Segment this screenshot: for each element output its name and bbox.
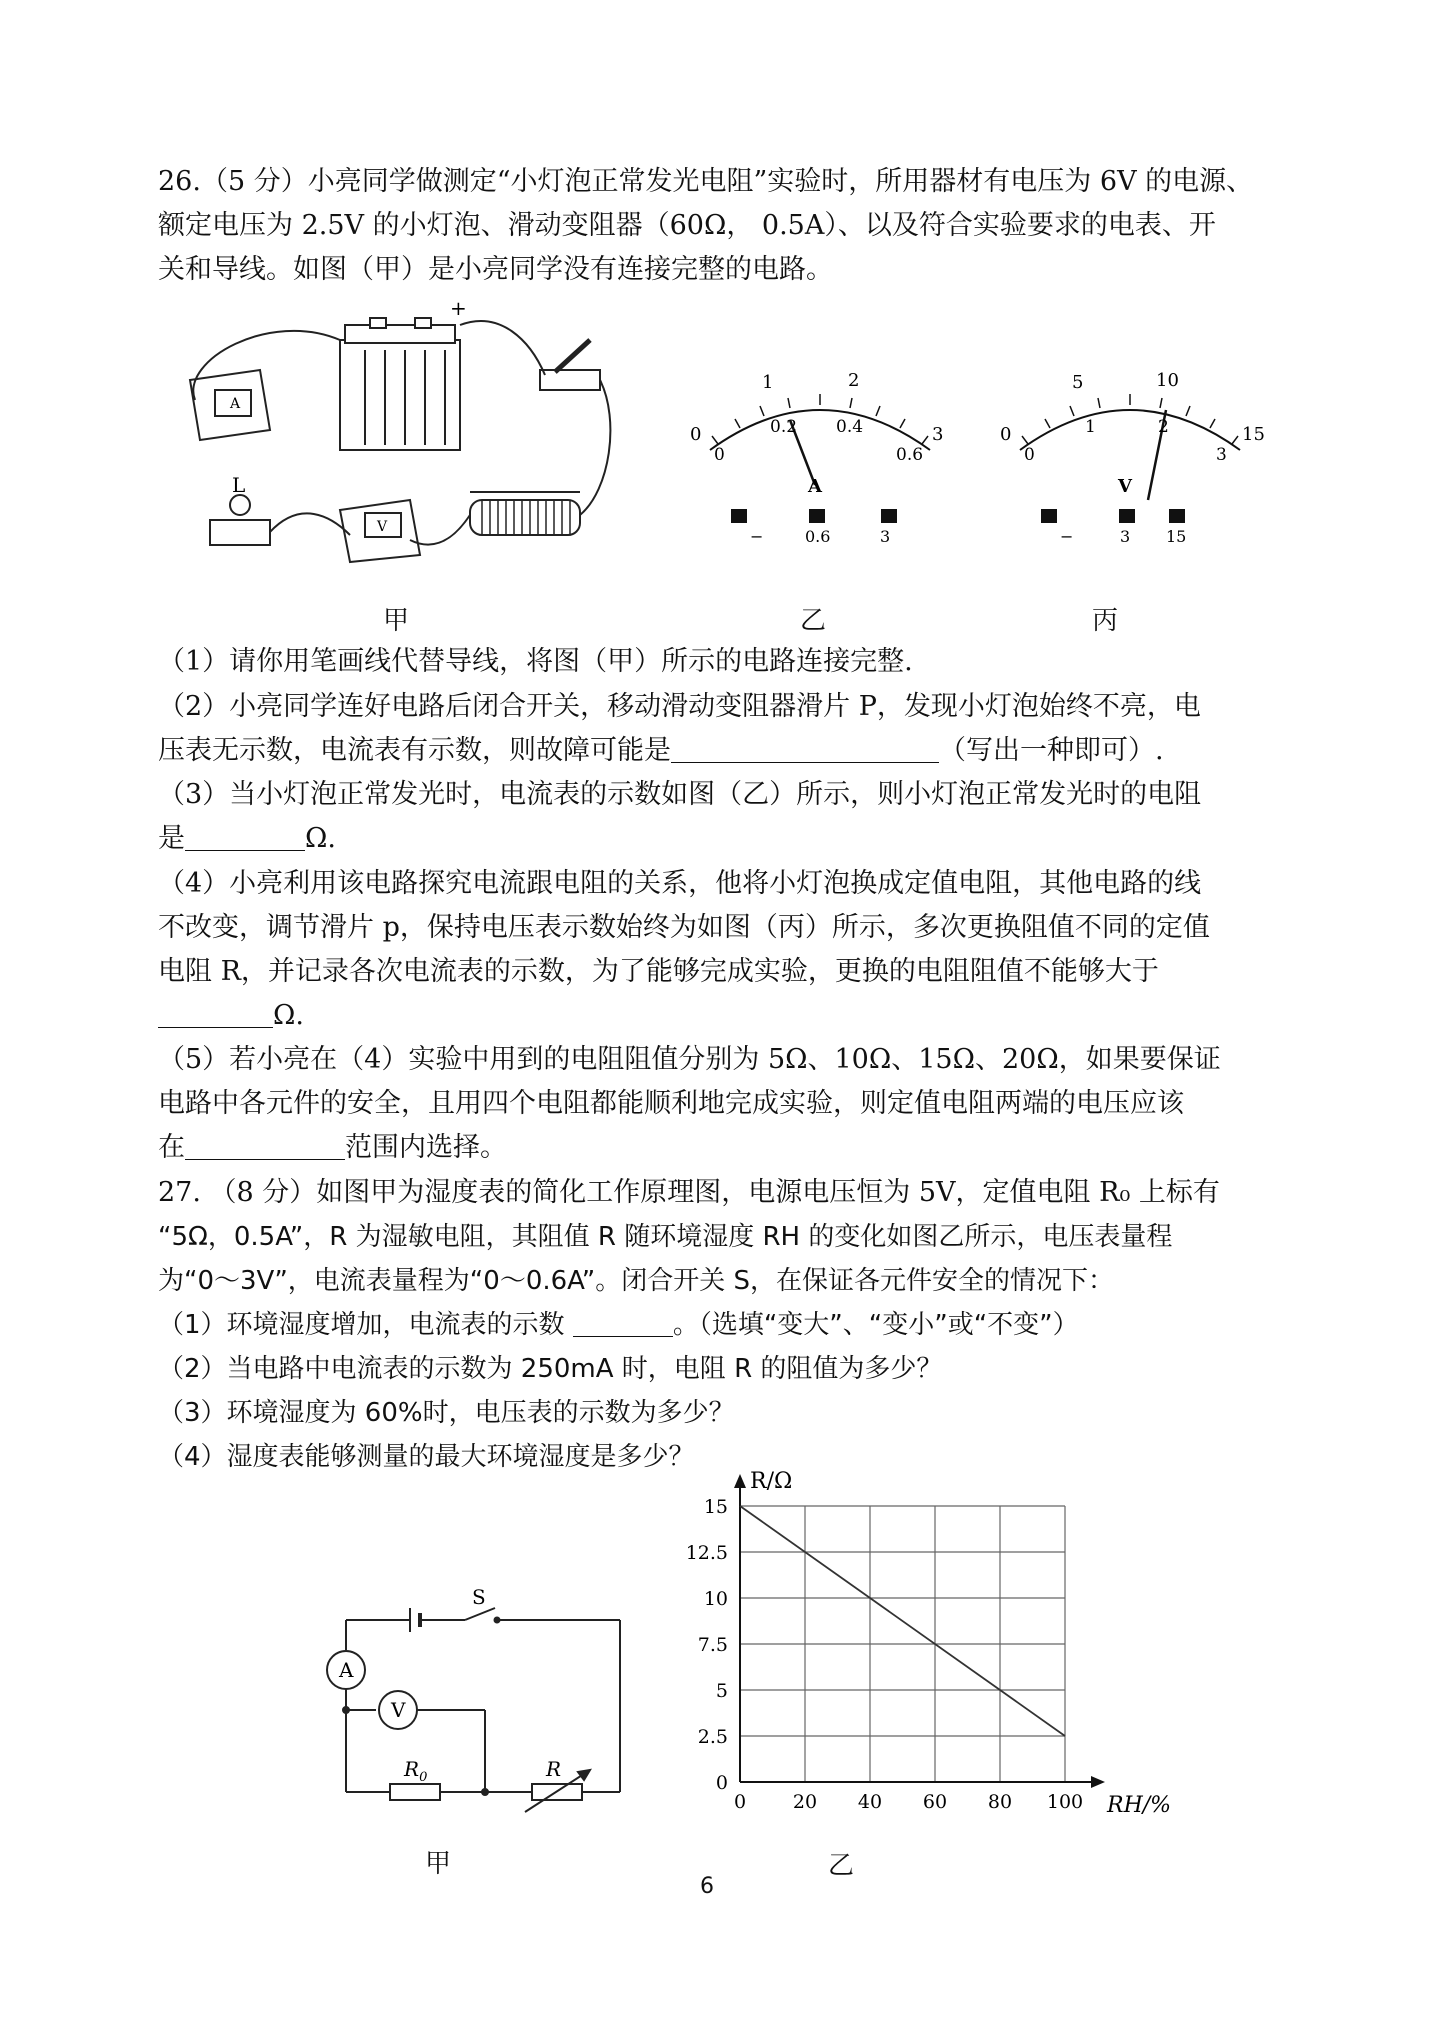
q27-voltmeter-symbol: V	[391, 1698, 406, 1722]
q26-sub5-line1: （5）若小亮在（4）实验中用到的电阻阻值分别为 5Ω、10Ω、15Ω、20Ω，如果要保证	[158, 1044, 1221, 1075]
caption-yi: 乙	[800, 606, 827, 636]
q27-caption-yi: 乙	[828, 1851, 855, 1881]
x-tick-label-100: 100	[1046, 1791, 1084, 1813]
yi-upper-tick-0: 0	[690, 424, 702, 445]
chart-tick-labels	[686, 1496, 1083, 1813]
x-tick-label-80: 80	[987, 1791, 1013, 1813]
x-tick-label-40: 40	[857, 1791, 883, 1813]
bing-lower-tick-1: 1	[1085, 417, 1096, 437]
chart-series	[740, 1506, 1065, 1736]
bing-upper-tick-15: 15	[1242, 424, 1265, 445]
answer-blank-ammeter-change[interactable]	[573, 1306, 673, 1337]
page-number: 6	[700, 1874, 714, 1899]
q26-sub4-line3: 电阻 R，并记录各次电流表的示数，为了能够完成实验，更换的电阻阻值不能够大于	[158, 956, 1159, 987]
q26-sub3-line2: 是 Ω.	[158, 817, 1288, 861]
chart-grid	[740, 1506, 1065, 1782]
bing-meter-symbol: V	[1118, 476, 1132, 497]
q27-switch-label: S	[472, 1585, 486, 1609]
bing-upper-tick-0: 0	[1000, 424, 1012, 445]
x-tick-label-60: 60	[922, 1791, 948, 1813]
jia-lamp-label: L	[232, 473, 246, 497]
q27-sub1: （1）环境湿度增加，电流表的示数 。（选填“变大”、“变小”或“不变”）	[158, 1303, 1288, 1347]
caption-bing: 丙	[1092, 606, 1119, 636]
yi-terminal-negative: −	[750, 527, 764, 546]
q27-caption-jia: 甲	[425, 1849, 452, 1879]
yi-upper-tick-2: 2	[848, 370, 860, 391]
answer-blank-max-resistance[interactable]	[158, 997, 273, 1028]
q27-r-label: R	[546, 1757, 562, 1781]
q27-sub3: （3）环境湿度为 60%时，电压表的示数为多少？	[158, 1398, 735, 1428]
series-line-0	[740, 1506, 1065, 1736]
yi-terminal-0.6: 0.6	[805, 527, 831, 546]
q26-line-3: 关和导线。如图（甲）是小亮同学没有连接完整的电路。	[158, 254, 833, 285]
rh-resistance-chart	[660, 1470, 1200, 1830]
yi-meter-symbol: A	[808, 476, 822, 497]
figure-jia-circuit	[170, 300, 640, 570]
caption-jia: 甲	[383, 606, 410, 636]
yi-lower-tick-3: 0.6	[896, 445, 924, 465]
yi-lower-tick-1: 0.2	[770, 417, 798, 437]
bing-lower-tick-0: 0	[1024, 445, 1035, 465]
q26-sub4-line4: Ω.	[158, 994, 1288, 1038]
chart-x-axis-label: RH/%	[1107, 1793, 1172, 1818]
x-tick-label-20: 20	[792, 1791, 818, 1813]
y-tick-label-7.5: 7.5	[697, 1634, 728, 1656]
y-tick-label-10: 10	[703, 1588, 728, 1610]
x-tick-label-0: 0	[733, 1791, 747, 1813]
y-tick-label-15: 15	[703, 1496, 728, 1518]
jia-ammeter-symbol: A	[230, 396, 241, 412]
q27-ammeter-symbol: A	[339, 1658, 354, 1682]
q27-sub2: （2）当电路中电流表的示数为 250mA 时，电阻 R 的阻值为多少？	[158, 1354, 943, 1384]
jia-plus-sign: +	[450, 300, 467, 320]
q27-circuit-diagram	[310, 1580, 640, 1840]
q26-line-2: 额定电压为 2.5V 的小灯泡、滑动变阻器（60Ω， 0.5A）、以及符合实验要求的电表、开	[158, 210, 1216, 241]
q26-sub1: （1）请你用笔画线代替导线，将图（甲）所示的电路连接完整.	[158, 646, 913, 677]
chart-y-axis-label: R/Ω	[750, 1470, 793, 1494]
q26-line-1: 26.（5 分）小亮同学做测定“小灯泡正常发光电阻”实验时，所用器材有电压为 6V 的电源、	[158, 166, 1254, 197]
bing-terminal-negative: −	[1060, 527, 1074, 546]
bing-terminal-3: 3	[1120, 527, 1131, 546]
q27-line-1: 27. （8 分）如图甲为湿度表的简化工作原理图，电源电压恒为 5V，定值电阻 R₀ 上标有	[158, 1177, 1220, 1208]
yi-upper-tick-1: 1	[762, 372, 774, 393]
yi-lower-tick-0: 0	[714, 445, 725, 465]
figure-bing-voltmeter-dial	[980, 360, 1280, 560]
y-tick-label-2.5: 2.5	[697, 1726, 728, 1748]
q27-sub4: （4）湿度表能够测量的最大环境湿度是多少？	[158, 1442, 695, 1472]
q26-sub2-line1: （2）小亮同学连好电路后闭合开关，移动滑动变阻器滑片 P，发现小灯泡始终不亮，电	[158, 691, 1201, 722]
figure-yi-ammeter-dial	[670, 360, 970, 560]
q26-sub5-line3: 在 范围内选择。	[158, 1126, 1288, 1170]
y-tick-label-0: 0	[715, 1772, 728, 1794]
y-tick-label-5: 5	[715, 1680, 728, 1702]
bing-upper-tick-5: 5	[1072, 372, 1084, 393]
answer-blank-fault[interactable]	[671, 732, 939, 763]
answer-blank-voltage-range[interactable]	[185, 1129, 345, 1160]
q26-sub3-line1: （3）当小灯泡正常发光时，电流表的示数如图（乙）所示，则小灯泡正常发光时的电阻	[158, 779, 1202, 810]
q26-sub2-line2: 压表无示数，电流表有示数，则故障可能是 （写出一种即可）.	[158, 729, 1288, 773]
y-tick-label-12.5: 12.5	[685, 1542, 728, 1564]
q26-sub5-line2: 电路中各元件的安全，且用四个电阻都能顺利地完成实验，则定值电阻两端的电压应该	[158, 1088, 1184, 1119]
yi-upper-tick-3: 3	[932, 424, 944, 445]
x-axis-arrow	[1091, 1776, 1105, 1788]
answer-blank-resistance[interactable]	[185, 820, 305, 851]
q26-sub4-line1: （4）小亮利用该电路探究电流跟电阻的关系，他将小灯泡换成定值电阻，其他电路的线	[158, 868, 1202, 899]
q27-line-3: 为“0～3V”，电流表量程为“0～0.6A”。闭合开关 S，在保证各元件安全的情况下：	[158, 1266, 1114, 1296]
bing-lower-tick-3: 3	[1216, 445, 1227, 465]
jia-voltmeter-symbol: V	[377, 519, 388, 535]
yi-terminal-3: 3	[880, 527, 891, 546]
q27-line-2: “5Ω，0.5A”，R 为湿敏电阻，其阻值 R 随环境湿度 RH 的变化如图乙所示，电压表量程	[158, 1222, 1173, 1252]
bing-upper-tick-10: 10	[1156, 370, 1179, 391]
chart-axes	[734, 1474, 1105, 1788]
y-axis-arrow	[734, 1474, 746, 1488]
bing-lower-tick-2: 2	[1158, 417, 1169, 437]
q26-sub4-line2: 不改变，调节滑片 p，保持电压表示数始终为如图（丙）所示，多次更换阻值不同的定值	[158, 912, 1210, 943]
yi-lower-tick-2: 0.4	[836, 417, 864, 437]
q27-r0-label: $R_0$	[404, 1757, 428, 1785]
bing-terminal-15: 15	[1166, 527, 1187, 546]
